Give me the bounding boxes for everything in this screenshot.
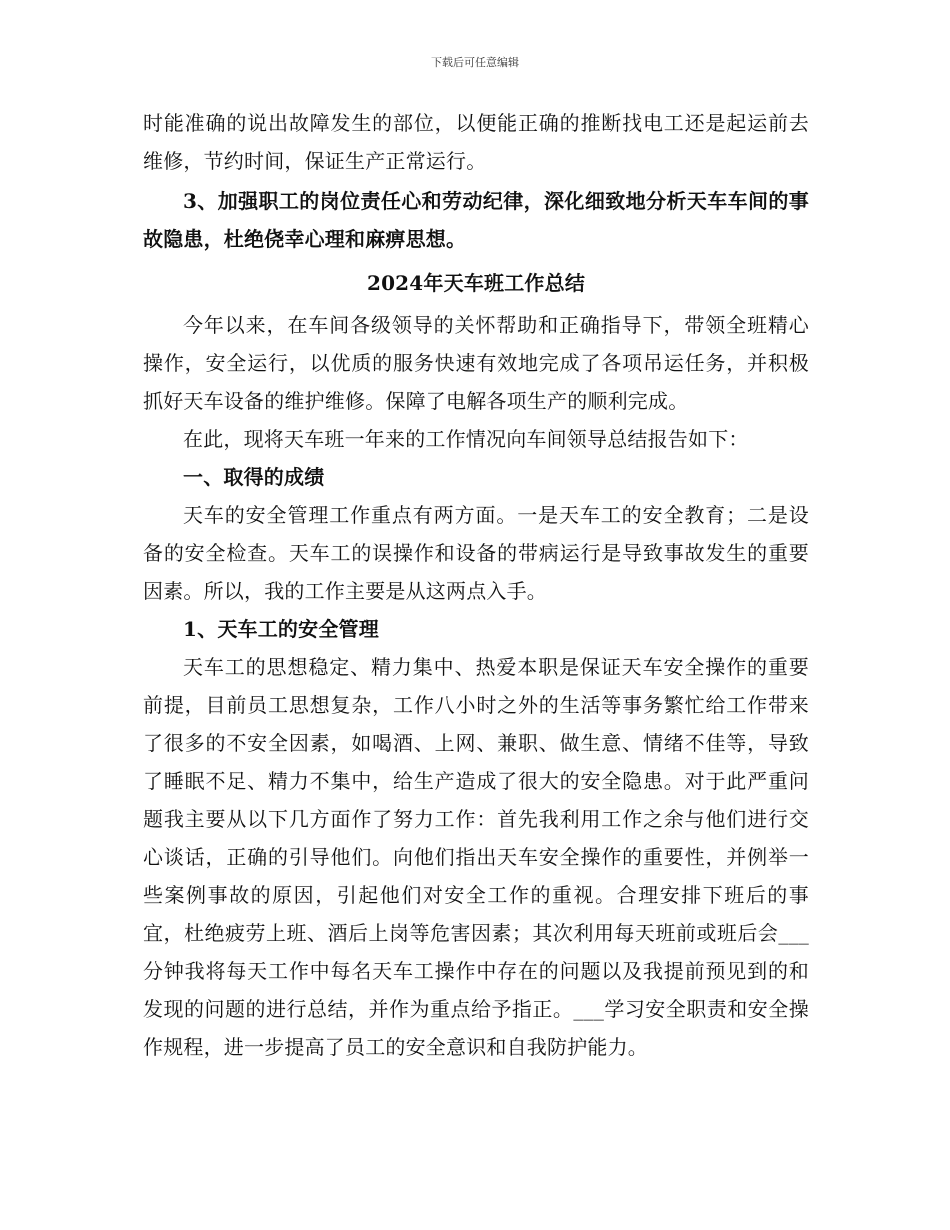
- paragraph-intro: 今年以来，在车间各级领导的关怀帮助和正确指导下，带领全班精心操作，安全运行，以优质的服务快速有效地完成了各项吊运任务，并积极抓好天车设备的维护维修。保障了电解各项生产的顺利完成。: [143, 313, 809, 413]
- page-header: 下载后可任意编辑: [431, 56, 519, 69]
- point-3-bold: 3、加强职工的岗位责任心和劳动纪律，深化细致地分析天车车间的事故隐患，杜绝侥幸心理和麻痹思想。: [143, 189, 809, 251]
- paragraph-report-lead: 在此，现将天车班一年来的工作情况向车间领导总结报告如下：: [183, 427, 749, 451]
- document-body: [143, 104, 809, 1066]
- paragraph-safety-focus: 天车的安全管理工作重点有两方面。一是天车工的安全教育；二是设备的安全检查。天车工的误操作和设备的带病运行是导致事故发生的重要因素。所以，我的工作主要是从这两点入手。: [143, 503, 809, 603]
- subsection-heading-operator-safety: 1、天车工的安全管理: [183, 617, 379, 641]
- paragraph-continuation: 时能准确的说出故障发生的部位，以便能正确的推断找电工还是起运前去维修，节约时间，保证生产正常运行。: [143, 111, 809, 173]
- document-title: 2024年天车班工作总结: [366, 271, 586, 295]
- section-heading-achievements: 一、取得的成绩: [183, 465, 325, 489]
- paragraph-operator-safety: 天车工的思想稳定、精力集中、热爱本职是保证天车安全操作的重要前提，目前员工思想复杂，工作八小时之外的生活等事务繁忙给工作带来了很多的不安全因素，如喝酒、上网、兼职、做生意、情绪不佳等，导致了睡眠不足、精力不集中，给生产造成了很大的安全隐患。对于此严重问题我主要从以下几方面作了努力工作：首先我利用工作之余与他们进行交心谈话，正确的引导他们。向他们指出天车安全操作的重要性，并例举一些案例事故的原因，引起他们对安全工作的重视。合理安排下班后的事宜，杜绝疲劳上班、酒后上岗等危害因素；其次利用每天班前或班后会___分钟我将每天工作中每名天车工操作中存在的问题以及我提前预见到的和发现的问题的进行总结，并作为重点给予指正。___学习安全职责和安全操作规程，进一步提高了员工的安全意识和自我防护能力。: [143, 655, 809, 1059]
